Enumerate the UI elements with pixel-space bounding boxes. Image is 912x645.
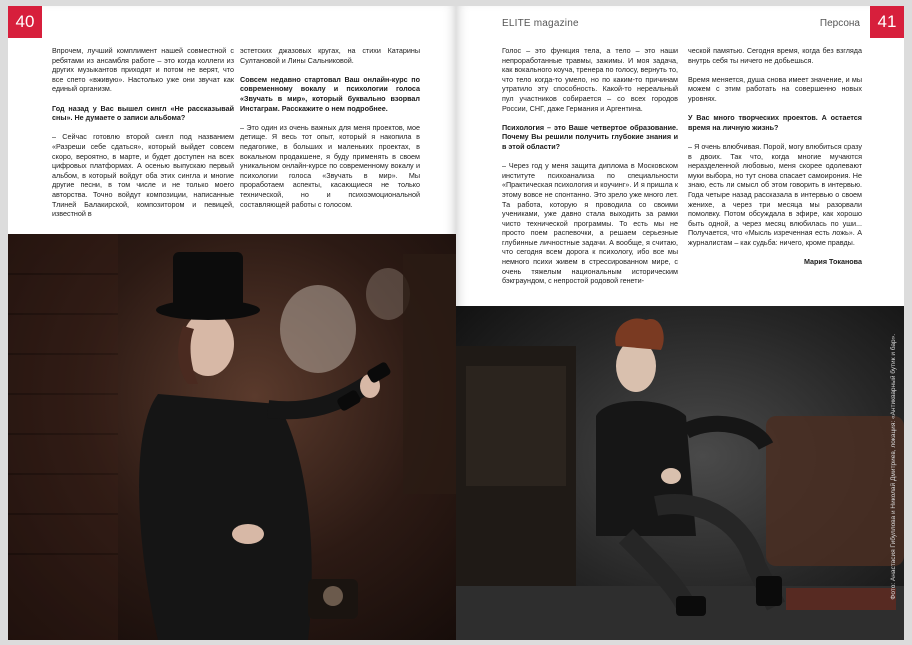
brick-wall xyxy=(8,234,118,640)
article-paragraph: – Сейчас готовлю второй сингл под названием «Разреши себе сдаться», который выйдет совсем скоро, вероятно, в марте, и будет доступен на всех цифровых платформах. А осенью выпускаю первый альбом, в который войдут оба этих сингла и многие другие песни, в том числе и не только моего авторства. Точно войдут композиции, написанные Тлиней Балакирской, композитором и певицей, известной в xyxy=(52,132,234,219)
left-page-column-1 xyxy=(52,46,234,228)
right-photo-woman-seated xyxy=(456,306,904,640)
article-paragraph: Время меняется, душа снова имеет значение, и мы можем с этим работать на совершенно новых уровнях. xyxy=(688,74,862,103)
rug xyxy=(786,588,896,610)
left-page xyxy=(8,6,456,640)
page-number-right: 41 xyxy=(870,6,904,38)
mirror-frame xyxy=(403,254,456,494)
article-paragraph: эстетских джазовых кругах, на стихи Катарины Султановой и Лины Сальниковой. xyxy=(240,46,420,65)
left-photo-illustration xyxy=(8,234,456,640)
page-number-left: 40 xyxy=(8,6,42,38)
magazine-name: ELITE magazine xyxy=(502,18,579,29)
right-photo-illustration xyxy=(456,306,904,640)
right-page-column-2 xyxy=(688,46,862,276)
article-paragraph: Голос – это функция тела, а тело – это наши непроработанные травмы, зажимы. И моя задача, как вокального коуча, тренера по голосу, вернуть то, что тело когда-то умело, но по каким-то причинам утратило эту способность. Какой-то нереальный пул участников собирается – со всех городов России, СНГ, даже Германия и Аргентина. xyxy=(502,46,679,113)
wall-plate xyxy=(280,285,356,373)
interview-question: У Вас много творческих проектов. А остается время на личную жизнь? xyxy=(688,113,862,132)
article-paragraph: – Через год у меня защита диплома в Московском институте психоанализа по специальности «Практическая психология и коучинг». И я пришла к этому вовсе не спонтанно. Это зрело уже много лет. Та работа, которую я проводила со своими учениками, уже давно стала выходить за рамки чисто технической программы. То есть мы не просто поем распевочки, а решаем серьезные глубинные личностные задачи. А вообще, я считаю, что сегодня всем дорога к психологу, ибо все мы немного психи живем в стрессированном мире, с очень тяжелым национальным историческим бэкграундом, с непростой родовой генети- xyxy=(502,161,678,286)
interview-question: Психология – это Ваше четвертое образование. Почему Вы решили получить глубокие знания и в этой области? xyxy=(502,122,678,151)
article-paragraph: Впрочем, лучший комплимент нашей совместной с ребятами из ансамбля работе – это когда коллеги из других музыкантов приходят и потом не верят, что все спето «вживую». Настолько уже они звучат как единый организм. xyxy=(52,46,234,94)
interview-question: Год назад у Вас вышел сингл «Не рассказывай сны». Не думаете о записи альбома? xyxy=(52,103,234,123)
article-paragraph: – Это один из очень важных для меня проектов, мое детище. Я весь тот опыт, который я накопила в педагогике, в больших и маленьких проектах, в вокальном продакшене, я буду применять в своем уникальном онлайн-курсе по современному вокалу и психологии голоса «Звучать в мир». Мы проработаем аспекты, касающиеся не только технической, но и психоэмоциональной составляющей работы с голосом. xyxy=(240,122,420,209)
right-page xyxy=(456,6,904,640)
cabinet-panel xyxy=(466,366,566,486)
woman-figure xyxy=(596,318,782,616)
author-signature: Мария Токанова xyxy=(803,257,862,267)
leather-sofa xyxy=(766,416,904,566)
right-page-column-1 xyxy=(502,46,678,295)
section-title: Персона xyxy=(819,18,860,29)
left-photo-woman-top-hat xyxy=(8,234,456,640)
photo-credit: Фото: Анастасия Гибуллова и Николай Дмитриев, локация: «Антикварный бутик и бар». xyxy=(890,334,897,600)
article-paragraph: – Я очень влюбчивая. Порой, могу влюбиться сразу в двоих. Так что, когда многие мучаются неразделенной любовью, меня скорее одолевают муки выбора, но тут снова спасает самоирония. Не знаю, есть ли смысл об этом говорить в интервью. Года четыре назад рассказала в интервью о своем женихе, а через три месяца мы разорвали помолвку. Потом обсуждала в эфире, как хорошо быть одной, а через месяц влюбилась по уши... Получается, что «Мысль изреченная есть ложь». А журналистам – как судьба: ничего, кроме правды. xyxy=(688,141,862,247)
left-page-column-2 xyxy=(240,46,420,219)
telephone-dial xyxy=(323,586,343,606)
magazine-spread xyxy=(8,6,904,640)
interview-question: Совсем недавно стартовал Ваш онлайн-курс по современному вокалу и психологии голоса «Звучать в мир», который буквально взорвал Инстаграм. Расскажите о нем подробнее. xyxy=(240,74,420,113)
article-paragraph: ческой памятью. Сегодня время, когда без взгляда внутрь себя ты ничего не добьешься. xyxy=(688,46,862,65)
